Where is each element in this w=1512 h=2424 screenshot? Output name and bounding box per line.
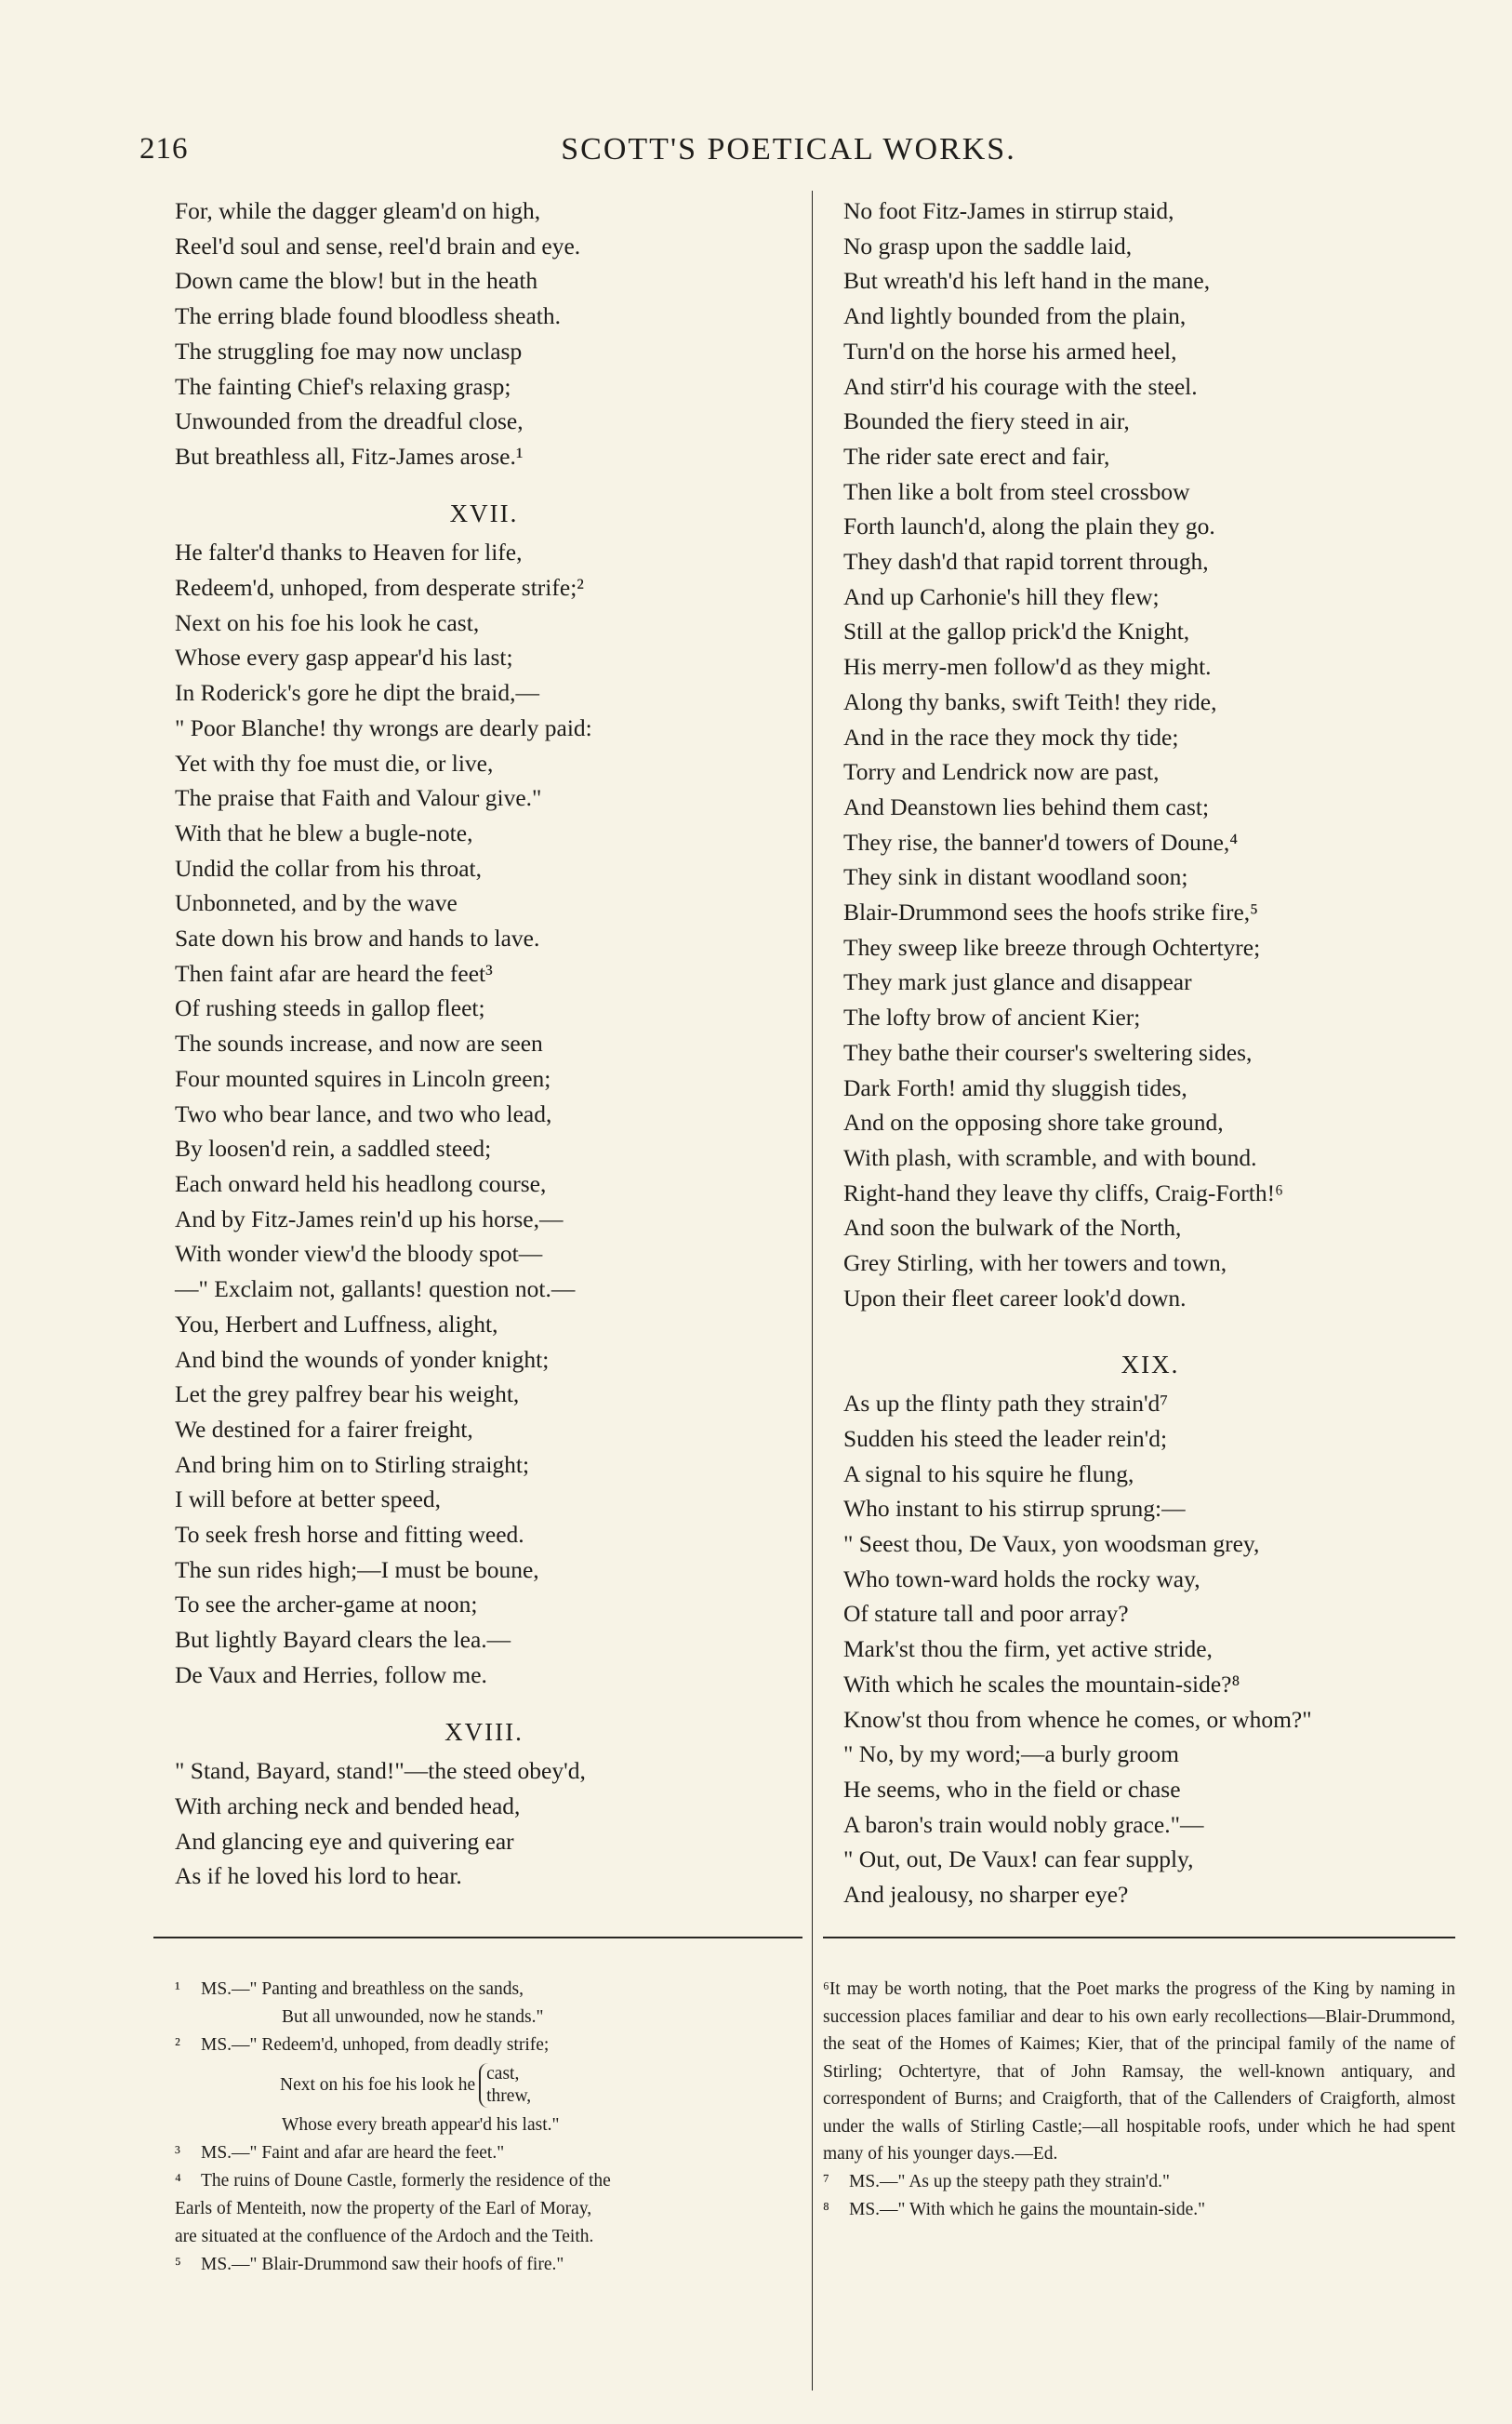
verse-line: Who town-ward holds the rocky way,: [843, 1565, 1200, 1592]
verse-line: To seek fresh horse and fitting weed.: [175, 1521, 524, 1549]
verse-line: To see the archer-game at noon;: [175, 1591, 478, 1618]
verse-line: De Vaux and Herries, follow me.: [175, 1660, 487, 1688]
verse-line: Then like a bolt from steel crossbow: [843, 477, 1190, 505]
verse-line: For, while the dagger gleam'd on high,: [175, 197, 541, 224]
footnote-text: MS.—" Redeem'd, unhoped, from deadly strife;: [201, 2035, 550, 2055]
verse-line: And Deanstown lies behind them cast;: [843, 792, 1210, 820]
verse-block: [843, 1386, 1457, 1912]
verse-line: He falter'd thanks to Heaven for life,: [175, 539, 523, 566]
verse-line: As if he loved his lord to hear.: [175, 1862, 462, 1890]
footnote-marker: ⁴: [175, 2171, 181, 2191]
verse-line: No foot Fitz-James in stirrup staid,: [843, 197, 1174, 224]
verse-line: Turn'd on the horse his armed heel,: [843, 337, 1177, 365]
verse-line: And up Carhonie's hill they flew;: [843, 582, 1160, 610]
verse-line: Whose every gasp appear'd his last;: [175, 644, 513, 672]
verse-line: As up the flinty path they strain'd⁷: [843, 1390, 1169, 1418]
verse-line: Unbonneted, and by the wave: [175, 889, 458, 917]
verse-line: Mark'st thou the firm, yet active stride,: [843, 1635, 1213, 1663]
footnote-4-continued: Earls of Menteith, now the property of the Earl of Moray,: [175, 2199, 592, 2218]
variant-option: cast,: [486, 2064, 520, 2084]
verse-line: They dash'd that rapid torrent through,: [843, 548, 1209, 576]
verse-line: Undid the collar from his throat,: [175, 854, 483, 882]
verse-line: Then faint afar are heard the feet³: [175, 959, 493, 987]
verse-line: The lofty brow of ancient Kier;: [843, 1004, 1141, 1032]
verse-line: Who instant to his stirrup sprung:—: [843, 1495, 1186, 1523]
footnote-rule-left: [153, 1937, 802, 1938]
footnote-text: The ruins of Doune Castle, formerly the residence of the: [201, 2171, 611, 2191]
footnote-6: [823, 1976, 1455, 2168]
verse-line: Each onward held his headlong course,: [175, 1169, 547, 1197]
verse-line: The sun rides high;—I must be boune,: [175, 1555, 539, 1583]
verse-block: [175, 535, 793, 1692]
verse-line: Dark Forth! amid thy sluggish tides,: [843, 1073, 1187, 1101]
verse-line: " Seest thou, De Vaux, yon woodsman grey,: [843, 1530, 1260, 1558]
verse-line: You, Herbert and Luffness, alight,: [175, 1310, 498, 1338]
verse-line: " Poor Blanche! thy wrongs are dearly paid:: [175, 713, 592, 741]
footnote-1-continued: But all unwounded, now he stands.": [282, 2007, 544, 2027]
verse-line: The erring blade found bloodless sheath.: [175, 302, 561, 330]
footnote-rule-right: [823, 1937, 1455, 1938]
variant-brace: [479, 2063, 531, 2108]
footnote-text: MS.—" Panting and breathless on the sands,: [201, 1979, 524, 1999]
verse-line: His merry-men follow'd as they might.: [843, 653, 1212, 681]
footnote-marker: ⁵: [175, 2255, 181, 2274]
verse-line: And soon the bulwark of the North,: [843, 1214, 1182, 1242]
verse-line: He seems, who in the field or chase: [843, 1775, 1181, 1803]
verse-line: " No, by my word;—a burly groom: [843, 1740, 1179, 1768]
left-column: [175, 193, 793, 1894]
page-number: 216: [139, 132, 189, 166]
footnote-4-continued: are situated at the confluence of the Ardoch and the Teith.: [175, 2227, 594, 2246]
footnotes-left: [175, 1976, 798, 2279]
verse-line: Know'st thou from whence he comes, or whom?": [843, 1705, 1312, 1733]
stanza-heading-xviii: XVIII.: [444, 1717, 524, 1746]
footnote-5: [175, 2251, 798, 2279]
verse-line: Unwounded from the dreadful close,: [175, 407, 524, 435]
verse-line: The sounds increase, and now are seen: [175, 1030, 543, 1058]
verse-line: Bounded the fiery steed in air,: [843, 407, 1130, 435]
verse-line: With which he scales the mountain-side?⁸: [843, 1670, 1240, 1698]
footnote-marker: ⁸: [823, 2199, 829, 2219]
footnote-1: [175, 1976, 798, 2004]
verse-line: Four mounted squires in Lincoln green;: [175, 1064, 551, 1092]
column-divider: [812, 191, 813, 2391]
footnote-8: [823, 2196, 1455, 2224]
verse-line: And bring him on to Stirling straight;: [175, 1450, 530, 1478]
verse-line: —" Exclaim not, gallants! question not.—: [175, 1275, 576, 1303]
verse-line: No grasp upon the saddle laid,: [843, 232, 1133, 260]
verse-line: The praise that Faith and Valour give.": [175, 784, 542, 812]
verse-line: I will before at better speed,: [175, 1485, 442, 1513]
verse-line: And by Fitz-James rein'd up his horse,—: [175, 1205, 564, 1232]
verse-line: Grey Stirling, with her towers and town,: [843, 1249, 1227, 1277]
footnote-text: MS.—" With which he gains the mountain-side.": [849, 2199, 1206, 2219]
stanza-heading-xvii: XVII.: [449, 499, 519, 527]
verse-line: Redeem'd, unhoped, from desperate strife;²: [175, 574, 584, 602]
footnote-4: [175, 2167, 798, 2195]
verse-line: But wreath'd his left hand in the mane,: [843, 267, 1211, 295]
footnote-text: Next on his foe his look he: [280, 2075, 476, 2095]
verse-line: They sink in distant woodland soon;: [843, 863, 1188, 891]
verse-line: They sweep like breeze through Ochtertyre;: [843, 933, 1261, 961]
footnotes-right: [823, 1976, 1455, 2224]
verse-line: Next on his foe his look he cast,: [175, 608, 480, 636]
verse-line: Right-hand they leave thy cliffs, Craig-Forth!⁶: [843, 1179, 1283, 1206]
verse-line: And bind the wounds of yonder knight;: [175, 1345, 550, 1373]
verse-line: The struggling foe may now unclasp: [175, 337, 523, 365]
footnote-marker: ⁶: [823, 1979, 829, 1999]
verse-line: Of stature tall and poor array?: [843, 1600, 1129, 1628]
right-column: [843, 193, 1457, 1912]
verse-line: " Stand, Bayard, stand!"—the steed obey'd,: [175, 1757, 586, 1785]
verse-line: And jealousy, no sharper eye?: [843, 1881, 1129, 1909]
footnote-2-continued: Whose every breath appear'd his last.": [282, 2115, 560, 2135]
verse-line: The fainting Chief's relaxing grasp;: [175, 372, 511, 400]
verse-line: A signal to his squire he flung,: [843, 1459, 1134, 1487]
verse-line: Sate down his brow and hands to lave.: [175, 925, 540, 952]
verse-line: They mark just glance and disappear: [843, 968, 1192, 996]
verse-line: And stirr'd his courage with the steel.: [843, 372, 1198, 400]
verse-block: [843, 193, 1457, 1316]
verse-line: Reel'd soul and sense, reel'd brain and eye.: [175, 232, 581, 260]
footnote-marker: ³: [175, 2143, 180, 2163]
verse-line: With that he blew a bugle-note,: [175, 819, 473, 846]
variant-option: threw,: [486, 2086, 532, 2106]
verse-line: Two who bear lance, and two who lead,: [175, 1099, 552, 1127]
verse-line: We destined for a fairer freight,: [175, 1415, 473, 1443]
verse-line: Of rushing steeds in gallop fleet;: [175, 994, 485, 1022]
verse-line: " Out, out, De Vaux! can fear supply,: [843, 1845, 1194, 1873]
verse-line: Forth launch'd, along the plain they go.: [843, 513, 1215, 540]
verse-line: They bathe their courser's sweltering sides,: [843, 1038, 1253, 1066]
verse-line: Still at the gallop prick'd the Knight,: [843, 618, 1190, 646]
verse-line: And glancing eye and quivering ear: [175, 1827, 514, 1855]
verse-line: But lightly Bayard clears the lea.—: [175, 1626, 511, 1654]
verse-line: With arching neck and bended head,: [175, 1791, 521, 1819]
footnote-marker: ⁷: [823, 2171, 829, 2191]
verse-line: And in the race they mock thy tide;: [843, 723, 1179, 751]
verse-line: Blair-Drummond sees the hoofs strike fire,⁵: [843, 899, 1259, 926]
verse-line: Upon their fleet career look'd down.: [843, 1284, 1187, 1312]
verse-line: And on the opposing shore take ground,: [843, 1109, 1224, 1137]
verse-line: With wonder view'd the bloody spot—: [175, 1240, 543, 1268]
footnote-7: [823, 2168, 1455, 2196]
running-head-title: SCOTT'S POETICAL WORKS.: [561, 132, 1016, 166]
verse-block: [175, 193, 793, 474]
verse-line: With plash, with scramble, and with bound.: [843, 1143, 1257, 1171]
verse-block: [175, 1753, 793, 1894]
verse-line: Down came the blow! but in the heath: [175, 267, 538, 295]
verse-line: But breathless all, Fitz-James arose.¹: [175, 442, 524, 470]
footnote-2: [175, 2031, 798, 2059]
verse-line: By loosen'd rein, a saddled steed;: [175, 1135, 492, 1163]
footnote-text: MS.—" Faint and afar are heard the feet.": [201, 2143, 505, 2163]
footnote-text: MS.—" As up the steepy path they strain'd.": [849, 2171, 1170, 2191]
footnote-2-variant: [175, 2063, 798, 2108]
verse-line: Yet with thy foe must die, or live,: [175, 749, 494, 777]
verse-line: They rise, the banner'd towers of Doune,⁴: [843, 828, 1239, 856]
verse-line: The rider sate erect and fair,: [843, 442, 1110, 470]
footnote-marker: ²: [175, 2035, 180, 2055]
footnote-text: MS.—" Blair-Drummond saw their hoofs of fire.": [201, 2255, 564, 2274]
stanza-heading-xix: XIX.: [1121, 1350, 1180, 1378]
footnote-3: [175, 2139, 798, 2167]
footnote-text: It may be worth noting, that the Poet marks the progress of the King by naming in succession places familiar and dear to his own early recollections—Blair-Drummond, the seat of the Homes of Kaimes; Kier, that of the principal family of the name of Stirling; Ochtertyre, that of John Ramsay, the well-known antiquary, and correspondent of Burns; and Craigforth, that of the Callenders of Craigforth, almost under the walls of Stirling Castle;—all hospitable roofs, under which he had spent many of his younger days.—Ed.: [823, 1979, 1455, 2164]
footnote-marker: ¹: [175, 1979, 180, 1999]
verse-line: And lightly bounded from the plain,: [843, 302, 1187, 330]
verse-line: In Roderick's gore he dipt the braid,—: [175, 679, 539, 707]
verse-line: Let the grey palfrey bear his weight,: [175, 1380, 520, 1408]
verse-line: Sudden his steed the leader rein'd;: [843, 1424, 1168, 1452]
verse-line: A baron's train would nobly grace."—: [843, 1810, 1204, 1838]
verse-line: Torry and Lendrick now are past,: [843, 758, 1160, 786]
verse-line: Along thy banks, swift Teith! they ride,: [843, 687, 1217, 715]
